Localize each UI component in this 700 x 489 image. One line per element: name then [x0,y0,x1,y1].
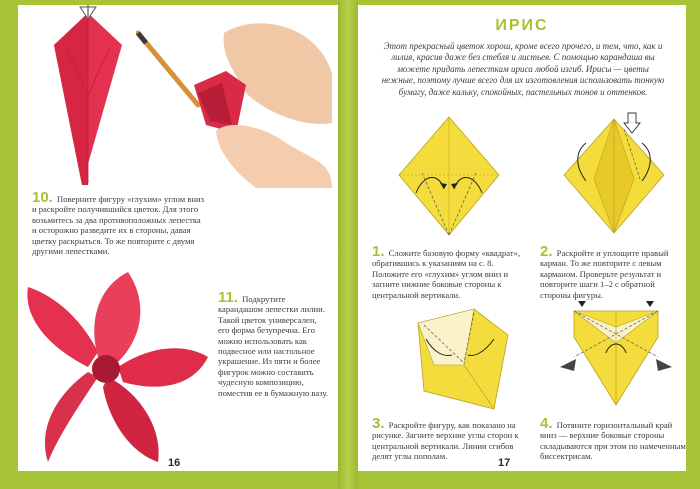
intro-text: Этот прекрасный цветок хорош, кроме всего прочего, и тем, что, как и лилия, красив даже без стебля и листьев. С помощью карандаша вы можете придать лепесткам ириса любой изгиб. Ирисы — цветы нежные, поэтому лучше всего для их изготовления использовать тонкую бумагу, даже кальку, спокойных, пастельных тонов и оттенков. [381,41,665,97]
step-number: 1. [372,243,385,260]
step-number: 10. [32,189,53,206]
book-spine [338,0,358,489]
step-text: Подкрутите карандашом лепестки лилии. Такой цветок универсален, его форма безупречна. Его можно использовать как подвесное или настольное украшение. Из пяти и более фигурок можно составить чудесную композицию, поместив ее в бумажную вазу. [218,294,328,398]
step-2 [540,243,686,300]
step-10 [32,189,204,257]
step-number: 2. [540,243,553,260]
step-number: 4. [540,415,553,432]
step-number: 11. [218,289,239,306]
step-3 [372,415,530,462]
diagram-step-1 [394,113,504,238]
step-text: Раскройте и уплощите правый карман. То же повторите с левым карманом. Проверьте результат и повторите шаги 1–2 с обратной стороны фигуры. [540,248,669,300]
page-number: 17 [498,457,511,469]
hands-with-pencil-photo [136,13,336,188]
step-4 [540,415,686,462]
diagram-step-2 [558,109,670,237]
page-title: ИРИС [495,17,549,34]
step-text: Сложите базовую форму «квадрат», обратившись к указаниям на с. 8. Положите его «глухим» углом вниз и загните нижние боковые стороны к центральной вертикали. [372,248,521,300]
right-page [358,5,686,471]
opened-lily-photo [18,267,218,467]
step-11 [218,289,330,398]
step-1 [372,243,522,300]
step-text: Потяните горизонтальный край вниз — верхние боковые стороны складываются при этом по намеченным биссектрисам. [540,420,686,462]
step-text: Поверните фигуру «глухим» углом вниз и раскройте получившийся цветок. Для этого возьмитесь за два противоположных лепестка и осторожно разведите их в стороны, давая цветку раскрыться. То же повторите с двумя другими лепестками. [32,194,204,257]
step-text: Раскройте фигуру, как показано на рисунке. Загните верхние углы сторон к центральной вертикали. Линии сгибов делят углы пополам. [372,420,519,462]
step-number: 3. [372,415,385,432]
page-number: 16 [168,457,181,469]
diagram-step-4 [554,297,678,415]
left-page [18,5,338,471]
folded-lily-photo [28,5,148,195]
diagram-step-3 [404,305,524,415]
